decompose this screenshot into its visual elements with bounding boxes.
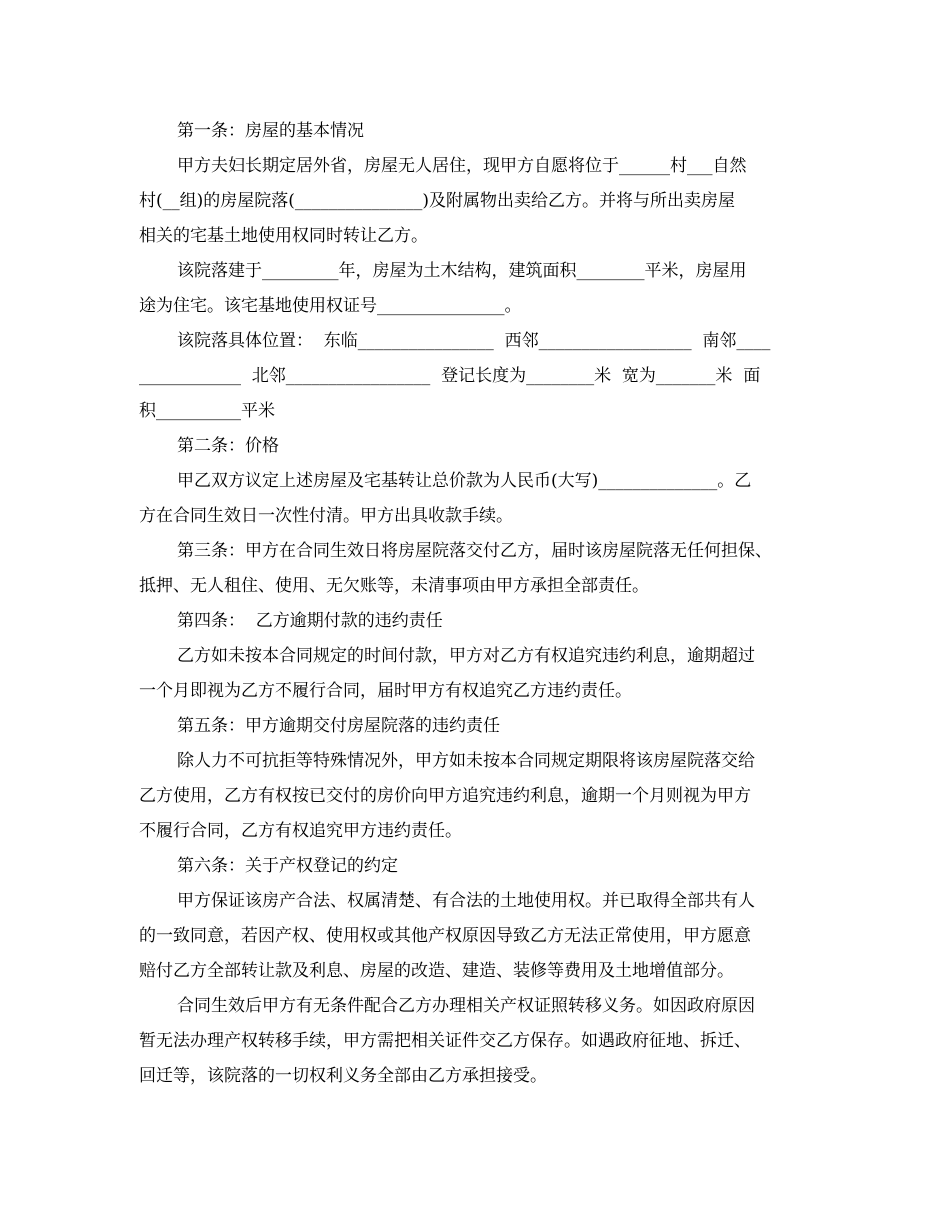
article-5-heading: 第五条：甲方逾期交付房屋院落的违约责任 [177, 716, 500, 736]
paragraph-line: 甲方保证该房产合法、权属清楚、有合法的土地使用权。并已取得全部共有人 [177, 891, 755, 911]
paragraph-line: 除人力不可抗拒等特殊情况外，甲方如未按本合同规定期限将该房屋院落交给 [177, 751, 755, 771]
paragraph-line: 不履行合同，乙方有权追究甲方违约责任。 [139, 821, 462, 841]
paragraph-line: 回迁等，该院落的一切权利义务全部由乙方承担接受。 [139, 1066, 547, 1086]
paragraph-line: 一个月即视为乙方不履行合同，届时甲方有权追究乙方违约责任。 [139, 681, 632, 701]
paragraph-line: 甲乙双方议定上述房屋及宅基转让总价款为人民币(大写)______________。乙 [177, 471, 752, 491]
paragraph-line: 的一致同意，若因产权、使用权或其他产权原因导致乙方无法正常使用，甲方愿意 [139, 926, 751, 946]
paragraph-line: 该院落具体位置： 东临________________ 西邻__________________ 南邻____ [177, 331, 771, 351]
article-4-heading: 第四条： 乙方逾期付款的违约责任 [177, 611, 443, 631]
paragraph-line: 暂无法办理产权转移手续，甲方需把相关证件交乙方保存。如遇政府征地、拆迁、 [139, 1031, 751, 1051]
paragraph-line: 途为住宅。该宅基地使用权证号_______________。 [139, 296, 522, 316]
paragraph-line: 积__________平米 [139, 401, 275, 421]
paragraph-line: 方在合同生效日一次性付清。甲方出具收款手续。 [139, 506, 513, 526]
paragraph-line: 乙方使用，乙方有权按已交付的房价向甲方追究违约利息，逾期一个月则视为甲方 [139, 786, 751, 806]
paragraph-line: 相关的宅基土地使用权同时转让乙方。 [139, 226, 428, 246]
paragraph-line: 赔付乙方全部转让款及利息、房屋的改造、建造、装修等费用及土地增值部分。 [139, 961, 734, 981]
article-3-text: 第三条：甲方在合同生效日将房屋院落交付乙方，届时该房屋院落无任何担保、 [177, 541, 772, 561]
article-2-heading: 第二条：价格 [177, 436, 279, 456]
paragraph-line: 乙方如未按本合同规定的时间付款，甲方对乙方有权追究违约利息，逾期超过 [177, 646, 755, 666]
paragraph-line: ____________ 北邻_________________ 登记长度为________米 宽为_______米 面 [139, 366, 761, 386]
paragraph-line: 村(__组)的房屋院落(_______________)及附属物出卖给乙方。并将与所出卖房屋 [139, 191, 736, 211]
paragraph-line: 抵押、无人租住、使用、无欠账等，未清事项由甲方承担全部责任。 [139, 576, 649, 596]
article-1-heading: 第一条：房屋的基本情况 [177, 121, 364, 141]
paragraph-line: 甲方夫妇长期定居外省，房屋无人居住，现甲方自愿将位于______村___自然 [177, 156, 747, 176]
paragraph-line: 该院落建于_________年，房屋为土木结构，建筑面积________平米，房屋用 [177, 261, 747, 281]
article-6-heading: 第六条：关于产权登记的约定 [177, 856, 398, 876]
paragraph-line: 合同生效后甲方有无条件配合乙方办理相关产权证照转移义务。如因政府原因 [177, 996, 755, 1016]
